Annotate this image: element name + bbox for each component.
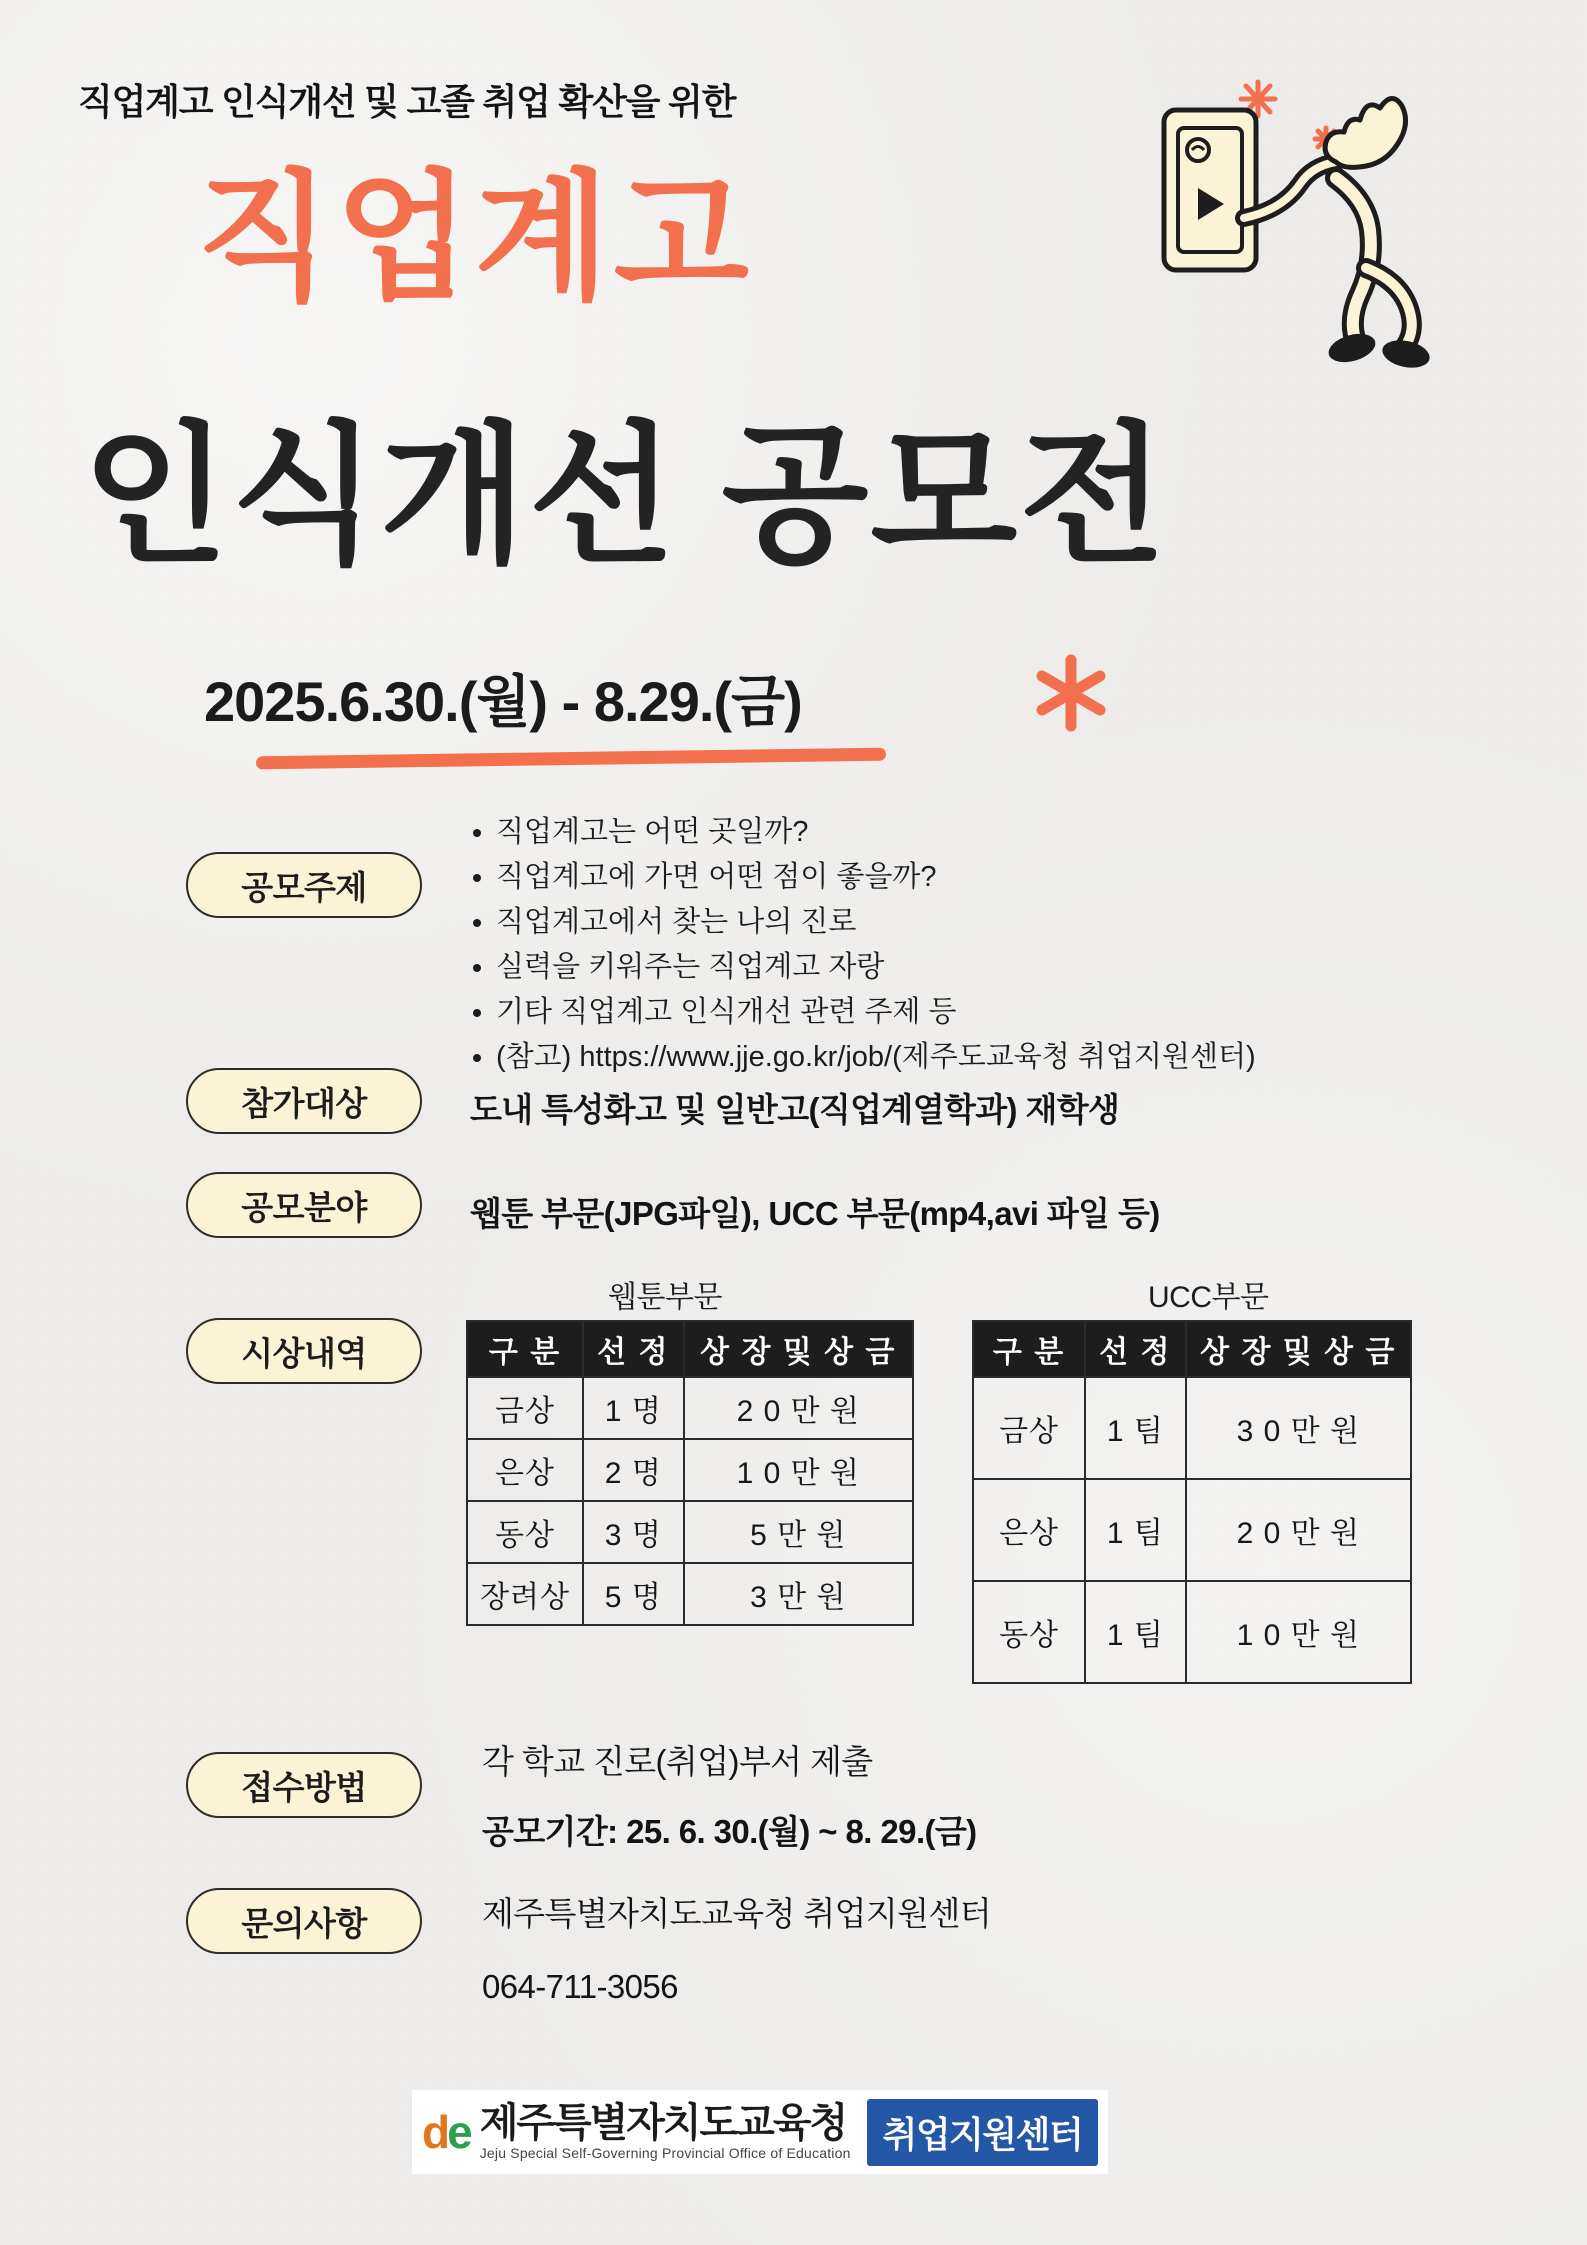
table-header-cell: 상 장 및 상 금 <box>1186 1321 1411 1377</box>
office-name-kr: 제주특별자치도교육청 <box>479 2100 847 2145</box>
label-award: 시상내역 <box>186 1318 422 1384</box>
footer-logo <box>412 2082 1272 2182</box>
apply-value-1: 각 학교 진로(취업)부서 제출 <box>482 1743 873 1780</box>
table-cell: 금상 <box>973 1377 1085 1479</box>
table-cell: 동상 <box>973 1581 1085 1683</box>
table-cell: 5 만 원 <box>684 1501 913 1563</box>
list-item: • 직업계고에 가면 어떤 점이 좋을까? <box>496 857 1410 898</box>
table-header-row <box>973 1321 1411 1377</box>
person-with-phone-illustration <box>1140 58 1540 378</box>
topic-list <box>470 812 1410 1082</box>
label-contact: 문의사항 <box>186 1888 422 1954</box>
ucc-award-table <box>972 1320 1412 1684</box>
table-cell: 1 팀 <box>1085 1581 1185 1683</box>
list-item: • 직업계고는 어떤 곳일까? <box>496 812 1410 853</box>
table-header-cell: 구 분 <box>467 1321 583 1377</box>
table-cell: 1 팀 <box>1085 1377 1185 1479</box>
table-cell: 3 만 원 <box>684 1563 913 1625</box>
table-cell: 1 팀 <box>1085 1479 1185 1581</box>
label-topic: 공모주제 <box>186 852 422 918</box>
list-item: • 기타 직업계고 인식개선 관련 주제 등 <box>496 992 1410 1033</box>
page-title-line-2: 인식개선 공모전 <box>82 411 1169 581</box>
table-row <box>467 1377 913 1439</box>
date-underline <box>256 748 886 770</box>
table-header-cell: 선 정 <box>1085 1321 1185 1377</box>
label-apply: 접수방법 <box>186 1752 422 1818</box>
office-name-en: Jeju Special Self-Governing Provincial Office of Education <box>479 2145 851 2162</box>
webtoon-table-caption: 웹툰부문 <box>608 1281 722 1314</box>
ucc-table-caption: UCC부문 <box>1148 1281 1269 1314</box>
field-value: 웹툰 부문(JPG파일), UCC 부문(mp4,avi 파일 등) <box>470 1195 1160 1232</box>
table-header-cell: 상 장 및 상 금 <box>684 1321 913 1377</box>
table-cell: 2 명 <box>583 1439 683 1501</box>
table-cell: 1 0 만 원 <box>684 1439 913 1501</box>
table-cell: 1 0 만 원 <box>1186 1581 1411 1683</box>
table-cell: 은상 <box>467 1439 583 1501</box>
table-cell: 5 명 <box>583 1563 683 1625</box>
table-cell: 2 0 만 원 <box>684 1377 913 1439</box>
list-item: • 직업계고에서 찾는 나의 진로 <box>496 902 1410 943</box>
jeje-emblem-icon: de <box>422 2106 470 2158</box>
employment-center-badge: 취업지원센터 <box>867 2099 1099 2166</box>
table-cell: 은상 <box>973 1479 1085 1581</box>
apply-value-2: 공모기간: 25. 6. 30.(월) ~ 8. 29.(금) <box>482 1813 977 1850</box>
table-cell: 금상 <box>467 1377 583 1439</box>
table-row <box>973 1581 1411 1683</box>
table-cell: 3 0 만 원 <box>1186 1377 1411 1479</box>
page-title-line-1: 직업계고 <box>196 159 753 316</box>
table-row <box>467 1563 913 1625</box>
office-logo-box <box>412 2090 1108 2174</box>
table-header-cell: 선 정 <box>583 1321 683 1377</box>
webtoon-award-table <box>466 1320 914 1626</box>
table-row <box>973 1377 1411 1479</box>
contact-value-2: 064-711-3056 <box>482 1968 678 2005</box>
date-range: 2025.6.30.(월) - 8.29.(금) <box>204 670 802 733</box>
target-value: 도내 특성화고 및 일반고(직업계열학과) 재학생 <box>470 1091 1120 1128</box>
label-field: 공모분야 <box>186 1172 422 1238</box>
kicker-text: 직업계고 인식개선 및 고졸 취업 확산을 위한 <box>78 81 736 122</box>
table-cell: 장려상 <box>467 1563 583 1625</box>
table-header-cell: 구 분 <box>973 1321 1085 1377</box>
table-row <box>973 1479 1411 1581</box>
table-cell: 3 명 <box>583 1501 683 1563</box>
label-target: 참가대상 <box>186 1068 422 1134</box>
table-row <box>467 1501 913 1563</box>
list-item: • 실력을 키워주는 직업계고 자랑 <box>496 947 1410 988</box>
table-header-row <box>467 1321 913 1377</box>
table-row <box>467 1439 913 1501</box>
list-item: • (참고) https://www.jje.go.kr/job/(제주도교육청 취업지원센터) <box>496 1037 1410 1078</box>
table-cell: 1 명 <box>583 1377 683 1439</box>
contact-value-1: 제주특별자치도교육청 취업지원센터 <box>482 1895 992 1932</box>
asterisk-icon <box>1030 652 1112 734</box>
table-cell: 2 0 만 원 <box>1186 1479 1411 1581</box>
table-cell: 동상 <box>467 1501 583 1563</box>
